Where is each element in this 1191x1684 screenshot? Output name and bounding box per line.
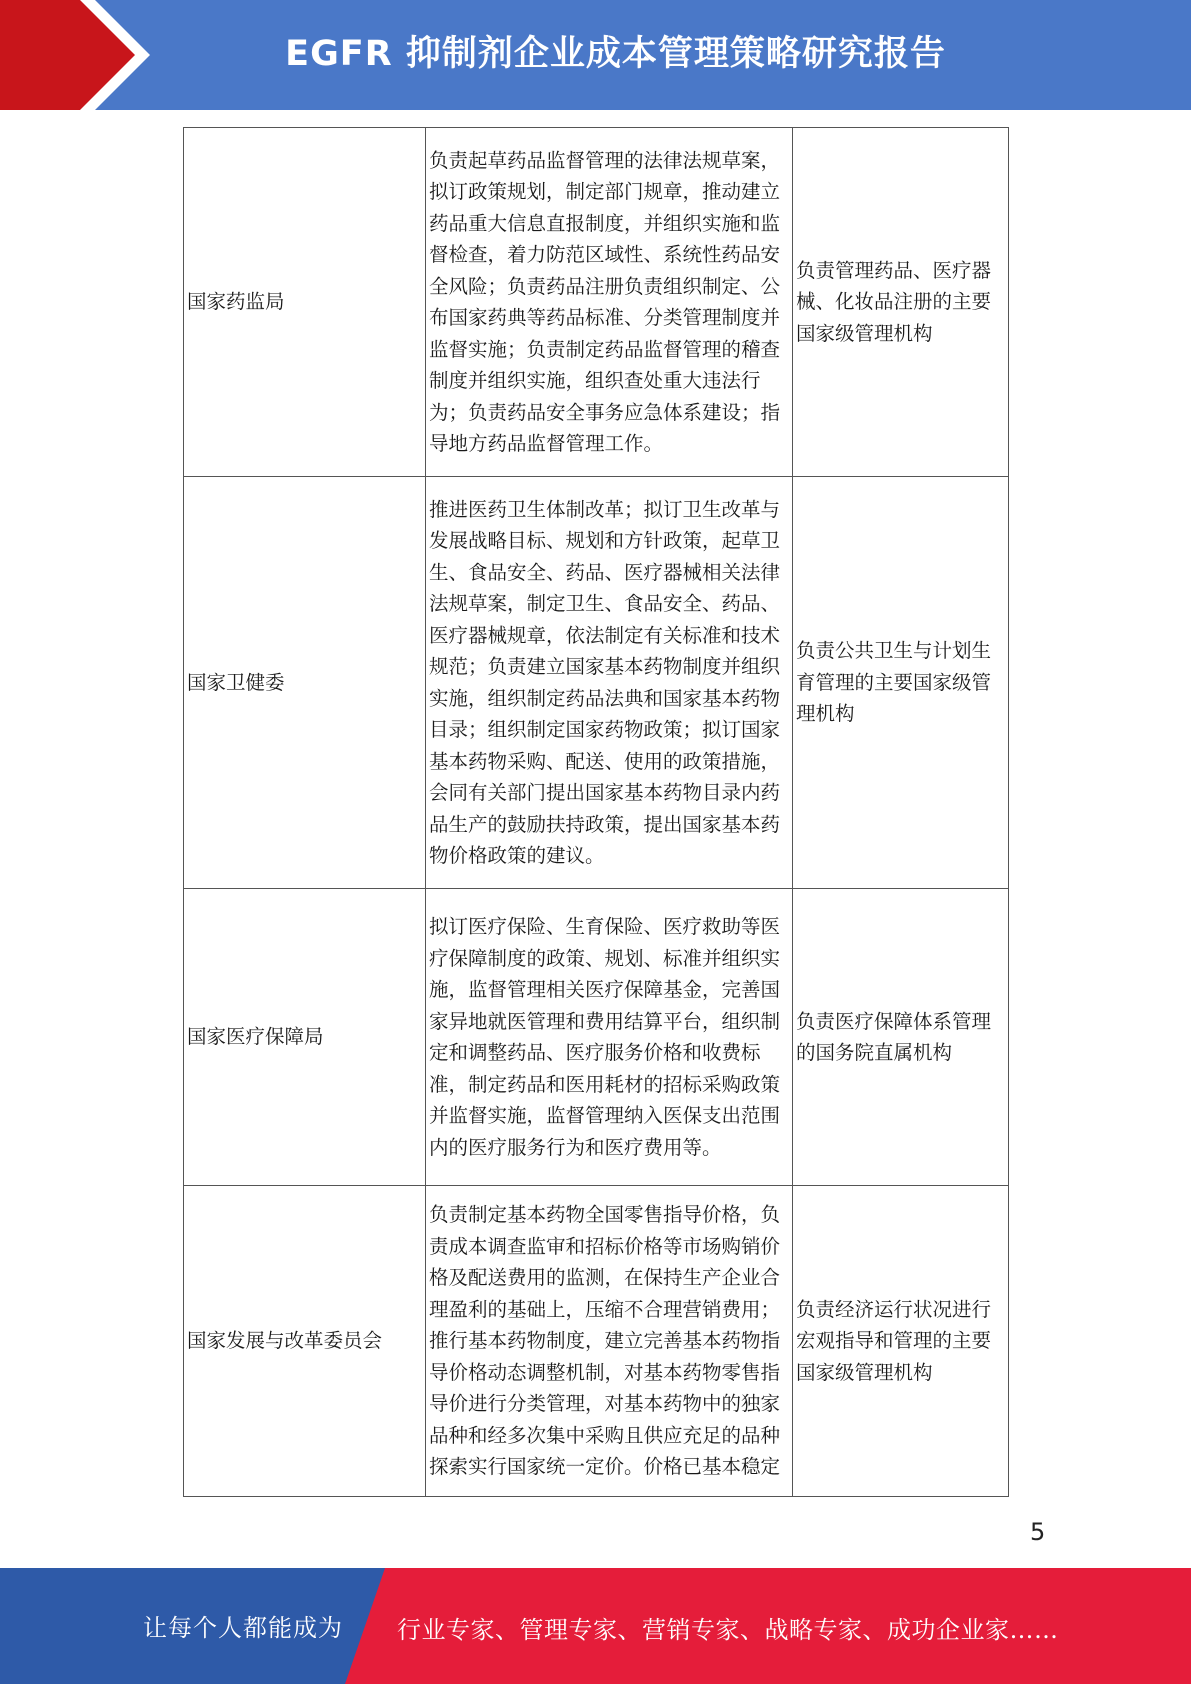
page-number: 5 <box>1030 1518 1046 1546</box>
agency-name-cell: 国家医疗保障局 <box>184 889 426 1186</box>
table-row <box>184 889 1009 1186</box>
agency-role-cell: 负责医疗保障体系管理的国务院直属机构 <box>793 889 1009 1186</box>
header-bar <box>0 0 1191 110</box>
agency-duty-cell: 负责制定基本药物全国零售指导价格，负责成本调查监审和招标价格等市场购销价格及配送费用的监测，在保持生产企业合理盈利的基础上，压缩不合理营销费用；推行基本药物制度，建立完善基本药物指导价格动态调整机制，对基本药物零售指导价进行分类管理，对基本药物中的独家品种和经多次集中采购且供应充足的品种探索实行国家统一定价。价格已基本稳定 <box>426 1186 793 1497</box>
agency-role-cell: 负责公共卫生与计划生育管理的主要国家级管理机构 <box>793 477 1009 889</box>
agency-duty-cell: 推进医药卫生体制改革；拟订卫生改革与发展战略目标、规划和方针政策，起草卫生、食品安全、药品、医疗器械相关法律法规草案，制定卫生、食品安全、药品、医疗器械规章，依法制定有关标准和技术规范；负责建立国家基本药物制度并组织实施，组织制定药品法典和国家基本药物目录；组织制定国家药物政策；拟订国家基本药物采购、配送、使用的政策措施，会同有关部门提出国家基本药物目录内药品生产的鼓励扶持政策，提出国家基本药物价格政策的建议。 <box>426 477 793 889</box>
footer-slogan-left: 让每个人都能成为 <box>143 1614 343 1642</box>
agency-role-cell: 负责管理药品、医疗器械、化妆品注册的主要国家级管理机构 <box>793 128 1009 477</box>
agency-duty-cell: 拟订医疗保险、生育保险、医疗救助等医疗保障制度的政策、规划、标准并组织实施，监督管理相关医疗保障基金，完善国家异地就医管理和费用结算平台，组织制定和调整药品、医疗服务价格和收费标准，制定药品和医用耗材的招标采购政策并监督实施，监督管理纳入医保支出范围内的医疗服务行为和医疗费用等。 <box>426 889 793 1186</box>
table-row <box>184 477 1009 889</box>
agency-role-cell: 负责经济运行状况进行宏观指导和管理的主要国家级管理机构 <box>793 1186 1009 1497</box>
agency-name-cell: 国家药监局 <box>184 128 426 477</box>
regulatory-agency-table <box>183 127 1009 1497</box>
table-row <box>184 128 1009 477</box>
agency-name-cell: 国家发展与改革委员会 <box>184 1186 426 1497</box>
footer-slogan-right: 行业专家、管理专家、营销专家、战略专家、成功企业家…… <box>397 1616 1059 1644</box>
table-row <box>184 1186 1009 1497</box>
agency-name-cell: 国家卫健委 <box>184 477 426 889</box>
agency-duty-cell: 负责起草药品监督管理的法律法规草案，拟订政策规划，制定部门规章，推动建立药品重大信息直报制度，并组织实施和监督检查，着力防范区域性、系统性药品安全风险；负责药品注册负责组织制定、公布国家药典等药品标准、分类管理制度并监督实施；负责制定药品监督管理的稽查制度并组织实施，组织查处重大违法行为；负责药品安全事务应急体系建设；指导地方药品监督管理工作。 <box>426 128 793 477</box>
report-title: EGFR 抑制剂企业成本管理策略研究报告 <box>285 34 946 74</box>
